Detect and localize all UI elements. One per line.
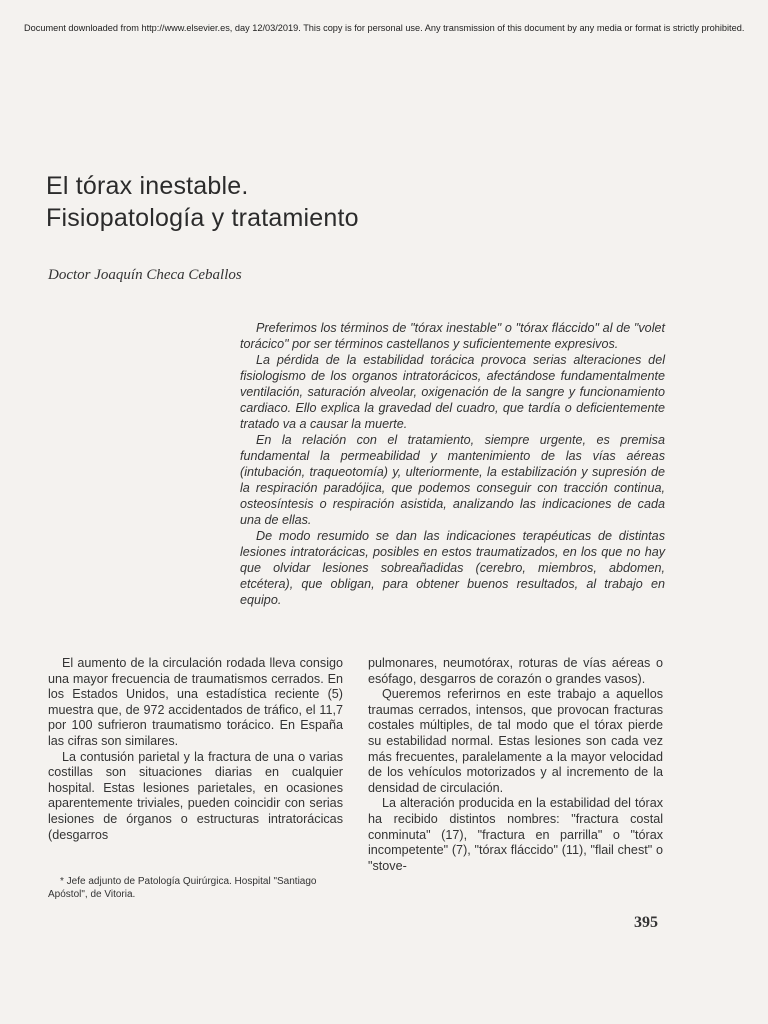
download-notice: Document downloaded from http://www.elsevier.es, day 12/03/2019. This copy is for personal use. Any transmission of this document by any media or format is strictly prohibited. [24,23,745,33]
article-title-line1: El tórax inestable. [46,172,249,200]
body-column-left [48,656,343,843]
abstract [240,320,665,608]
body-paragraph: La contusión parietal y la fractura de una o varias costillas son situaciones diarias en cualquier hospital. Estas lesiones parietales, en ocasiones aparentemente triviales, pueden coincidir con serias lesiones de órganos o estructuras intratorácicas (desgarros [48,749,343,842]
article-title-line2: Fisiopatología y tratamiento [46,204,359,232]
abstract-paragraph: De modo resumido se dan las indicaciones terapéuticas de distintas lesiones intratorácicas, posibles en estos traumatizados, en los que no hay que olvidar lesiones sobreañadidas (cerebro, miembros, abdomen, etcétera), que obligan, para obtener buenos resultados, al trabajo en equipo. [240,529,665,607]
body-paragraph: La alteración producida en la estabilidad del tórax ha recibido distintos nombres: "fractura costal conminuta" (17), "fractura en parrilla" o "tórax incompetente" (7), "tórax fláccido" (11), "flail chest" o "stove- [368,796,663,873]
footnote-text: * Jefe adjunto de Patología Quirúrgica. Hospital "Santiago Apóstol", de Vitoria. [48,876,317,900]
article-title [46,170,359,234]
body-column-right [368,656,663,874]
body-paragraph: El aumento de la circulación rodada lleva consigo una mayor frecuencia de traumatismos cerrados. En los Estados Unidos, una estadística reciente (5) muestra que, de 972 accidentados de tráfico, el 11,7 por 100 sufrieron traumatismo torácico. En España las cifras son similares. [48,656,343,748]
page-number: 395 [634,914,658,931]
footnote [48,875,348,901]
author-name: Doctor Joaquín Checa Ceballos [48,267,242,283]
download-notice-bar [0,0,768,50]
abstract-paragraph: Preferimos los términos de "tórax inestable" o "tórax fláccido" al de "volet torácico" por ser términos castellanos y suficientemente expresivos. [240,321,665,351]
body-paragraph: Queremos referirnos en este trabajo a aquellos traumas cerrados, intensos, que provocan fracturas costales múltiples, de tal modo que el tórax pierde su estabilidad normal. Estas lesiones son cada vez más frecuentes, paralelamente a la mayor velocidad de los vehículos motorizados y al incremento de la densidad de circulación. [368,687,663,795]
abstract-paragraph: En la relación con el tratamiento, siempre urgente, es premisa fundamental la permeabilidad y mantenimiento de las vías aéreas (intubación, traqueotomía) y, ulteriormente, la estabilización y supresión de la respiración paradójica, que podemos conseguir con tracción continua, osteosíntesis o respiración asistida, analizando las indicaciones de cada una de ellas. [240,433,665,527]
body-paragraph: pulmonares, neumotórax, roturas de vías aéreas o esófago, desgarros de corazón o grandes vasos). [368,656,663,686]
abstract-paragraph: La pérdida de la estabilidad torácica provoca serias alteraciones del fisiologismo de los organos intratorácicos, afectándose fundamentalmente ventilación, saturación alveolar, oxigenación de la sangre y funcionamiento cardiaco. Ello explica la gravedad del cuadro, que tardía o deficientemente tratado va a causar la muerte. [240,353,665,431]
